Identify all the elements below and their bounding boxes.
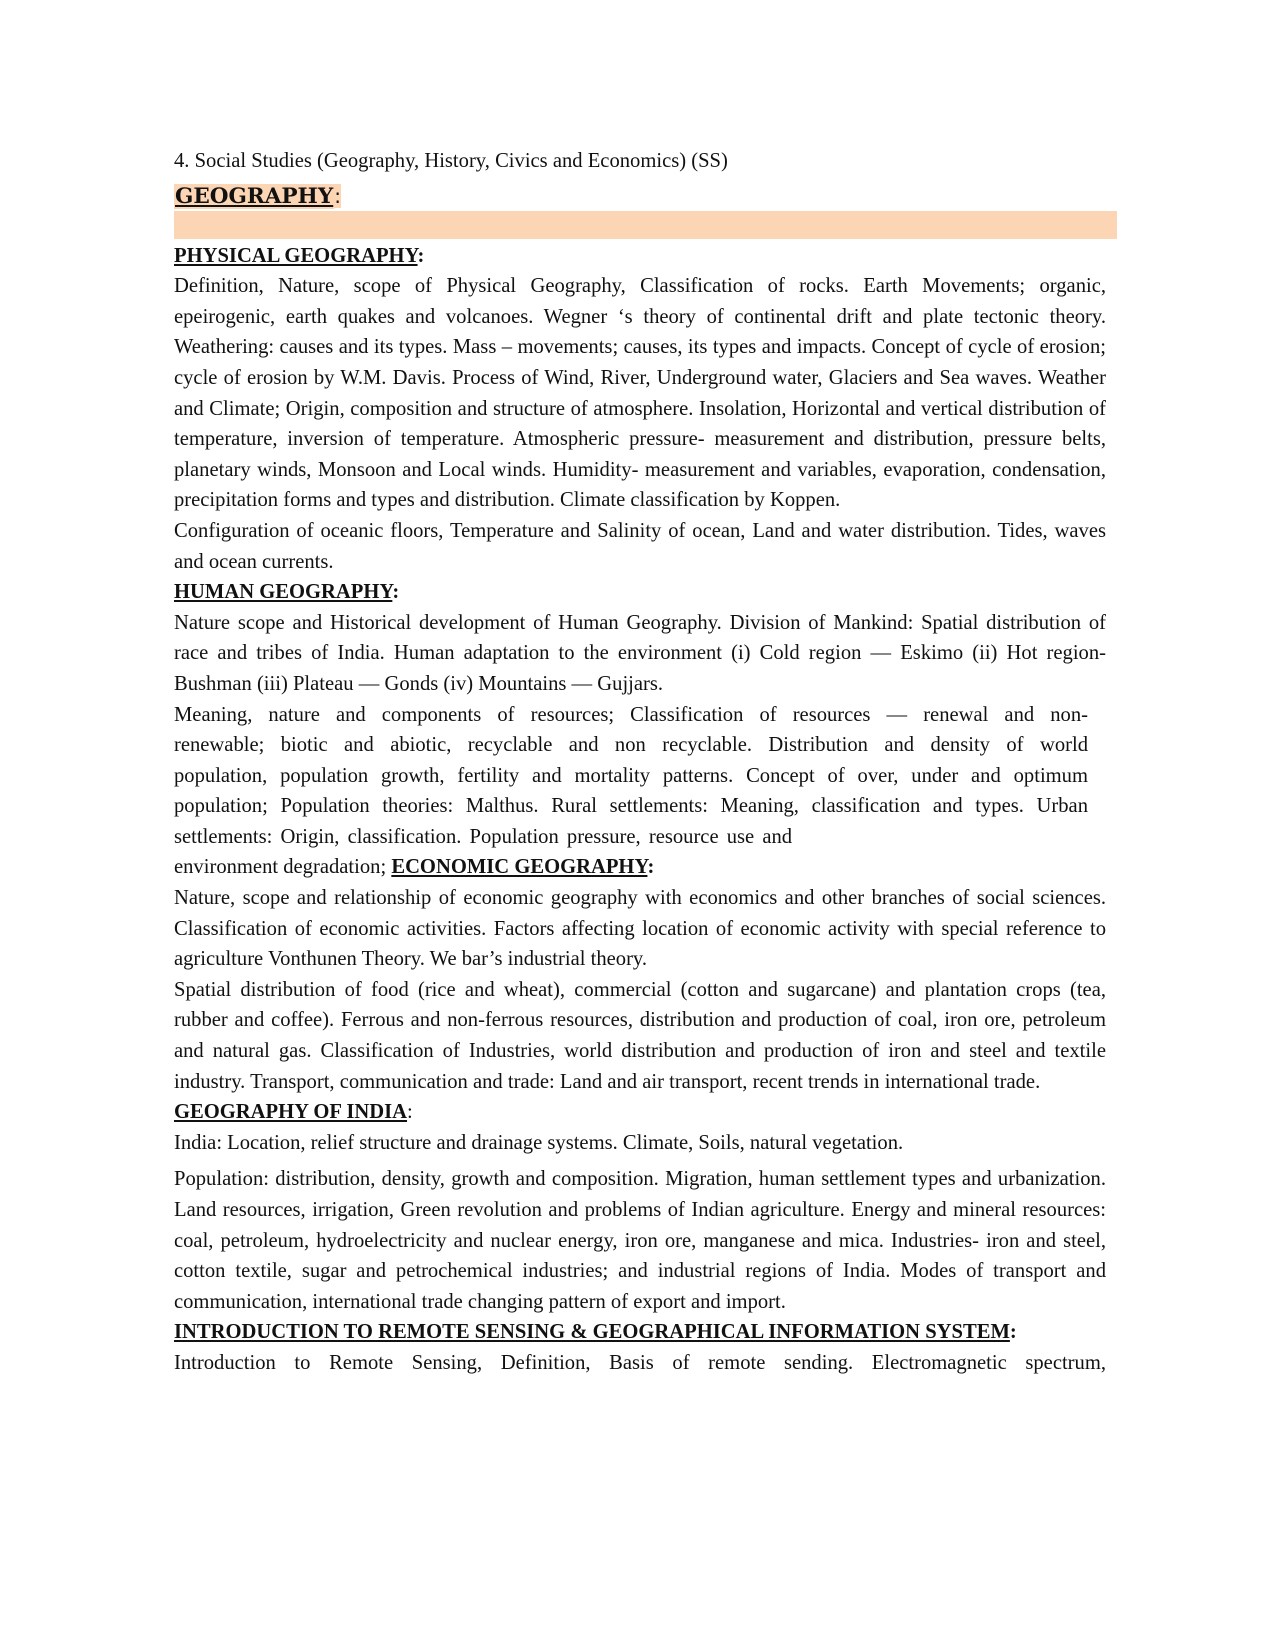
- economic-geography-paragraph-2: Spatial distribution of food (rice and wheat), commercial (cotton and sugarcane) and plantation crops (tea, rubber and coffee). Ferrous and non-ferrous resources, distribution and production of coal, iron ore, petroleum and natural gas. Classification of Industries, world distribution and production of iron and steel and textile industry. Transport, communication and trade: Land and air transport, recent trends in international trade.: [174, 978, 1106, 1093]
- human-geography-paragraph-1: Nature scope and Historical development of Human Geography. Division of Mankind: Spatial distribution of race and tribes of India. Human adaptation to the environment (i) Cold region — Eskimo (ii) Hot region- Bushman (iii) Plateau — Gonds (iv) Mountains — Gujjars.: [174, 611, 1106, 695]
- physical-geography-title: PHYSICAL GEOGRAPHY: [174, 244, 418, 267]
- physical-geography-paragraph-1: Definition, Nature, scope of Physical Geography, Classification of rocks. Earth Movements; organic, epeirogenic, earth quakes and volcanoes. Wegner ‘s theory of continental drift and plate tectonic theory. Weathering: causes and its types. Mass – movements; causes, its types and impacts. Concept of cycle of erosion; cycle of erosion by W.M. Davis. Process of Wind, River, Underground water, Glaciers and Sea waves. Weather and Climate; Origin, composition and structure of atmosphere. Insolation, Horizontal and vertical distribution of temperature, inversion of temperature. Atmospheric pressure- measurement and distribution, pressure belts, planetary winds, Monsoon and Local winds. Humidity- measurement and variables, evaporation, condensation, precipitation forms and types and distribution. Climate classification by Koppen.: [174, 275, 1106, 512]
- human-geography-heading: [174, 577, 1106, 608]
- highlight-band: [174, 211, 1117, 239]
- physical-geography-paragraph-2: Configuration of oceanic floors, Temperature and Salinity of ocean, Land and water distribution. Tides, waves and ocean currents.: [174, 519, 1106, 573]
- remote-sensing-title: INTRODUCTION TO REMOTE SENSING & GEOGRAPHICAL INFORMATION SYSTEM: [174, 1321, 1010, 1344]
- geography-of-india-colon: :: [407, 1101, 413, 1124]
- geography-colon: :: [334, 183, 341, 208]
- subject-heading: 4. Social Studies (Geography, History, Civics and Economics) (SS): [174, 150, 728, 172]
- remote-sensing-heading: [174, 1317, 1106, 1348]
- geography-of-india-paragraph-2: Population: distribution, density, growth and composition. Migration, human settlement types and urbanization. Land resources, irrigation, Green revolution and problems of Indian agriculture. Energy and mineral resources: coal, petroleum, hydroelectricity and nuclear energy, iron ore, manganese and mica. Industries- iron and steel, cotton textile, sugar and petrochemical industries; and industrial regions of India. Modes of transport and communication, international trade changing pattern of export and import.: [174, 1168, 1106, 1313]
- remote-sensing-paragraph-1: Introduction to Remote Sensing, Definition, Basis of remote sending. Electromagnetic spectrum,: [174, 1351, 1106, 1374]
- document-page: [174, 146, 1106, 1379]
- economic-geography-colon: :: [647, 856, 655, 879]
- human-geography-paragraph-2-end: [174, 852, 1106, 883]
- human-geography-last-line: environment degradation;: [174, 856, 387, 879]
- geography-title: GEOGRAPHY: [175, 183, 334, 209]
- remote-sensing-colon: :: [1009, 1321, 1017, 1344]
- human-geography-title: HUMAN GEOGRAPHY: [174, 581, 393, 604]
- human-geography-paragraph-2: Meaning, nature and components of resources; Classification of resources — renewal and non- renewable; biotic and abiotic, recyclable and non recyclable. Distribution and density of world population, population growth, fertility and mortality patterns. Concept of over, under and optimum population; Population theories: Malthus. Rural settlements: Meaning, classification and types. Urban settlements: Origin, classification. Population pressure, resource use and: [174, 703, 1088, 848]
- geography-heading: [174, 181, 1106, 211]
- economic-geography-paragraph-1: Nature, scope and relationship of economic geography with economics and other branches of social sciences. Classification of economic activities. Factors affecting location of economic activity with special reference to agriculture Vonthunen Theory. We bar’s industrial theory.: [174, 887, 1106, 971]
- economic-geography-title: ECONOMIC GEOGRAPHY: [391, 856, 648, 879]
- geography-of-india-title: GEOGRAPHY OF INDIA: [174, 1101, 408, 1124]
- geography-of-india-paragraph-1: India: Location, relief structure and drainage systems. Climate, Soils, natural vegetation.: [174, 1131, 904, 1154]
- geography-of-india-heading: [174, 1097, 1106, 1128]
- economic-geography-heading: [391, 856, 654, 878]
- human-geography-colon: :: [392, 581, 400, 604]
- physical-geography-heading: [174, 241, 1106, 272]
- physical-geography-colon: :: [417, 244, 425, 267]
